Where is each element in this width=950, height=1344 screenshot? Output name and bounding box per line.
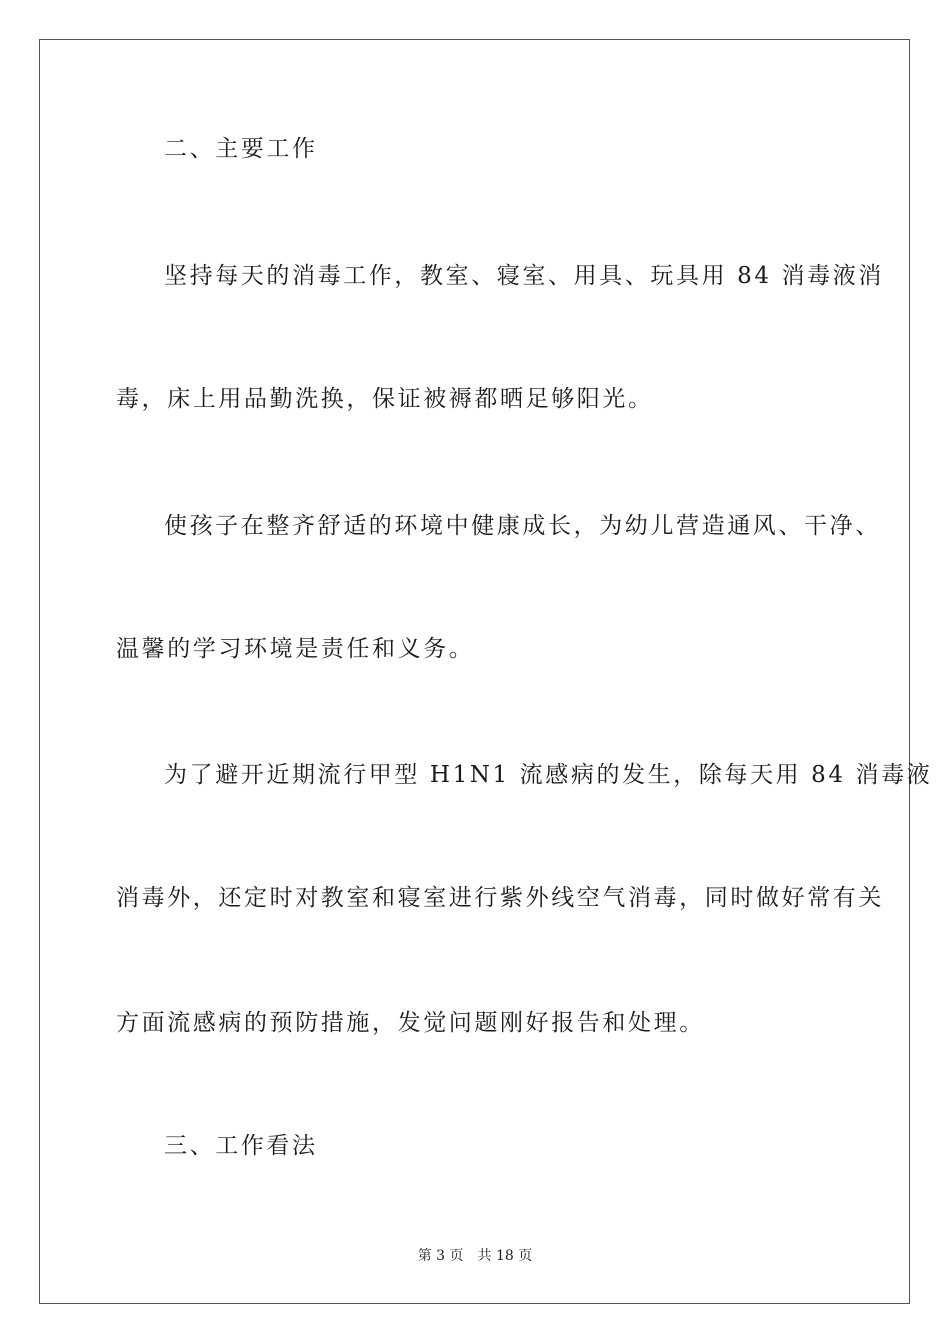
page-border [39, 39, 933, 1304]
paragraph-line: 消毒外，还定时对教室和寝室进行紫外线空气消毒，同时做好常有关 [116, 885, 884, 911]
section-heading-main-work: 二、主要工作 [164, 136, 318, 162]
paragraph-line: 方面流感病的预防措施，发觉问题刚好报告和处理。 [116, 1010, 705, 1036]
paragraph-line: 温馨的学习环境是责任和义务。 [116, 636, 475, 662]
page-footer [0, 1247, 950, 1265]
paragraph-line: 为了避开近期流行甲型 H1N1 流感病的发生，除每天用 84 消毒液 [164, 762, 933, 788]
paragraph-line: 毒，床上用品勤洗换，保证被褥都晒足够阳光。 [116, 386, 654, 412]
section-heading-work-views: 三、工作看法 [164, 1133, 318, 1159]
paragraph-line: 坚持每天的消毒工作，教室、寝室、用具、玩具用 84 消毒液消 [164, 263, 884, 289]
page-number: 第 3 页 [417, 1248, 464, 1264]
page-total: 共 18 页 [477, 1248, 533, 1264]
paragraph-line: 使孩子在整齐舒适的环境中健康成长，为幼儿营造通风、干净、 [164, 513, 881, 539]
